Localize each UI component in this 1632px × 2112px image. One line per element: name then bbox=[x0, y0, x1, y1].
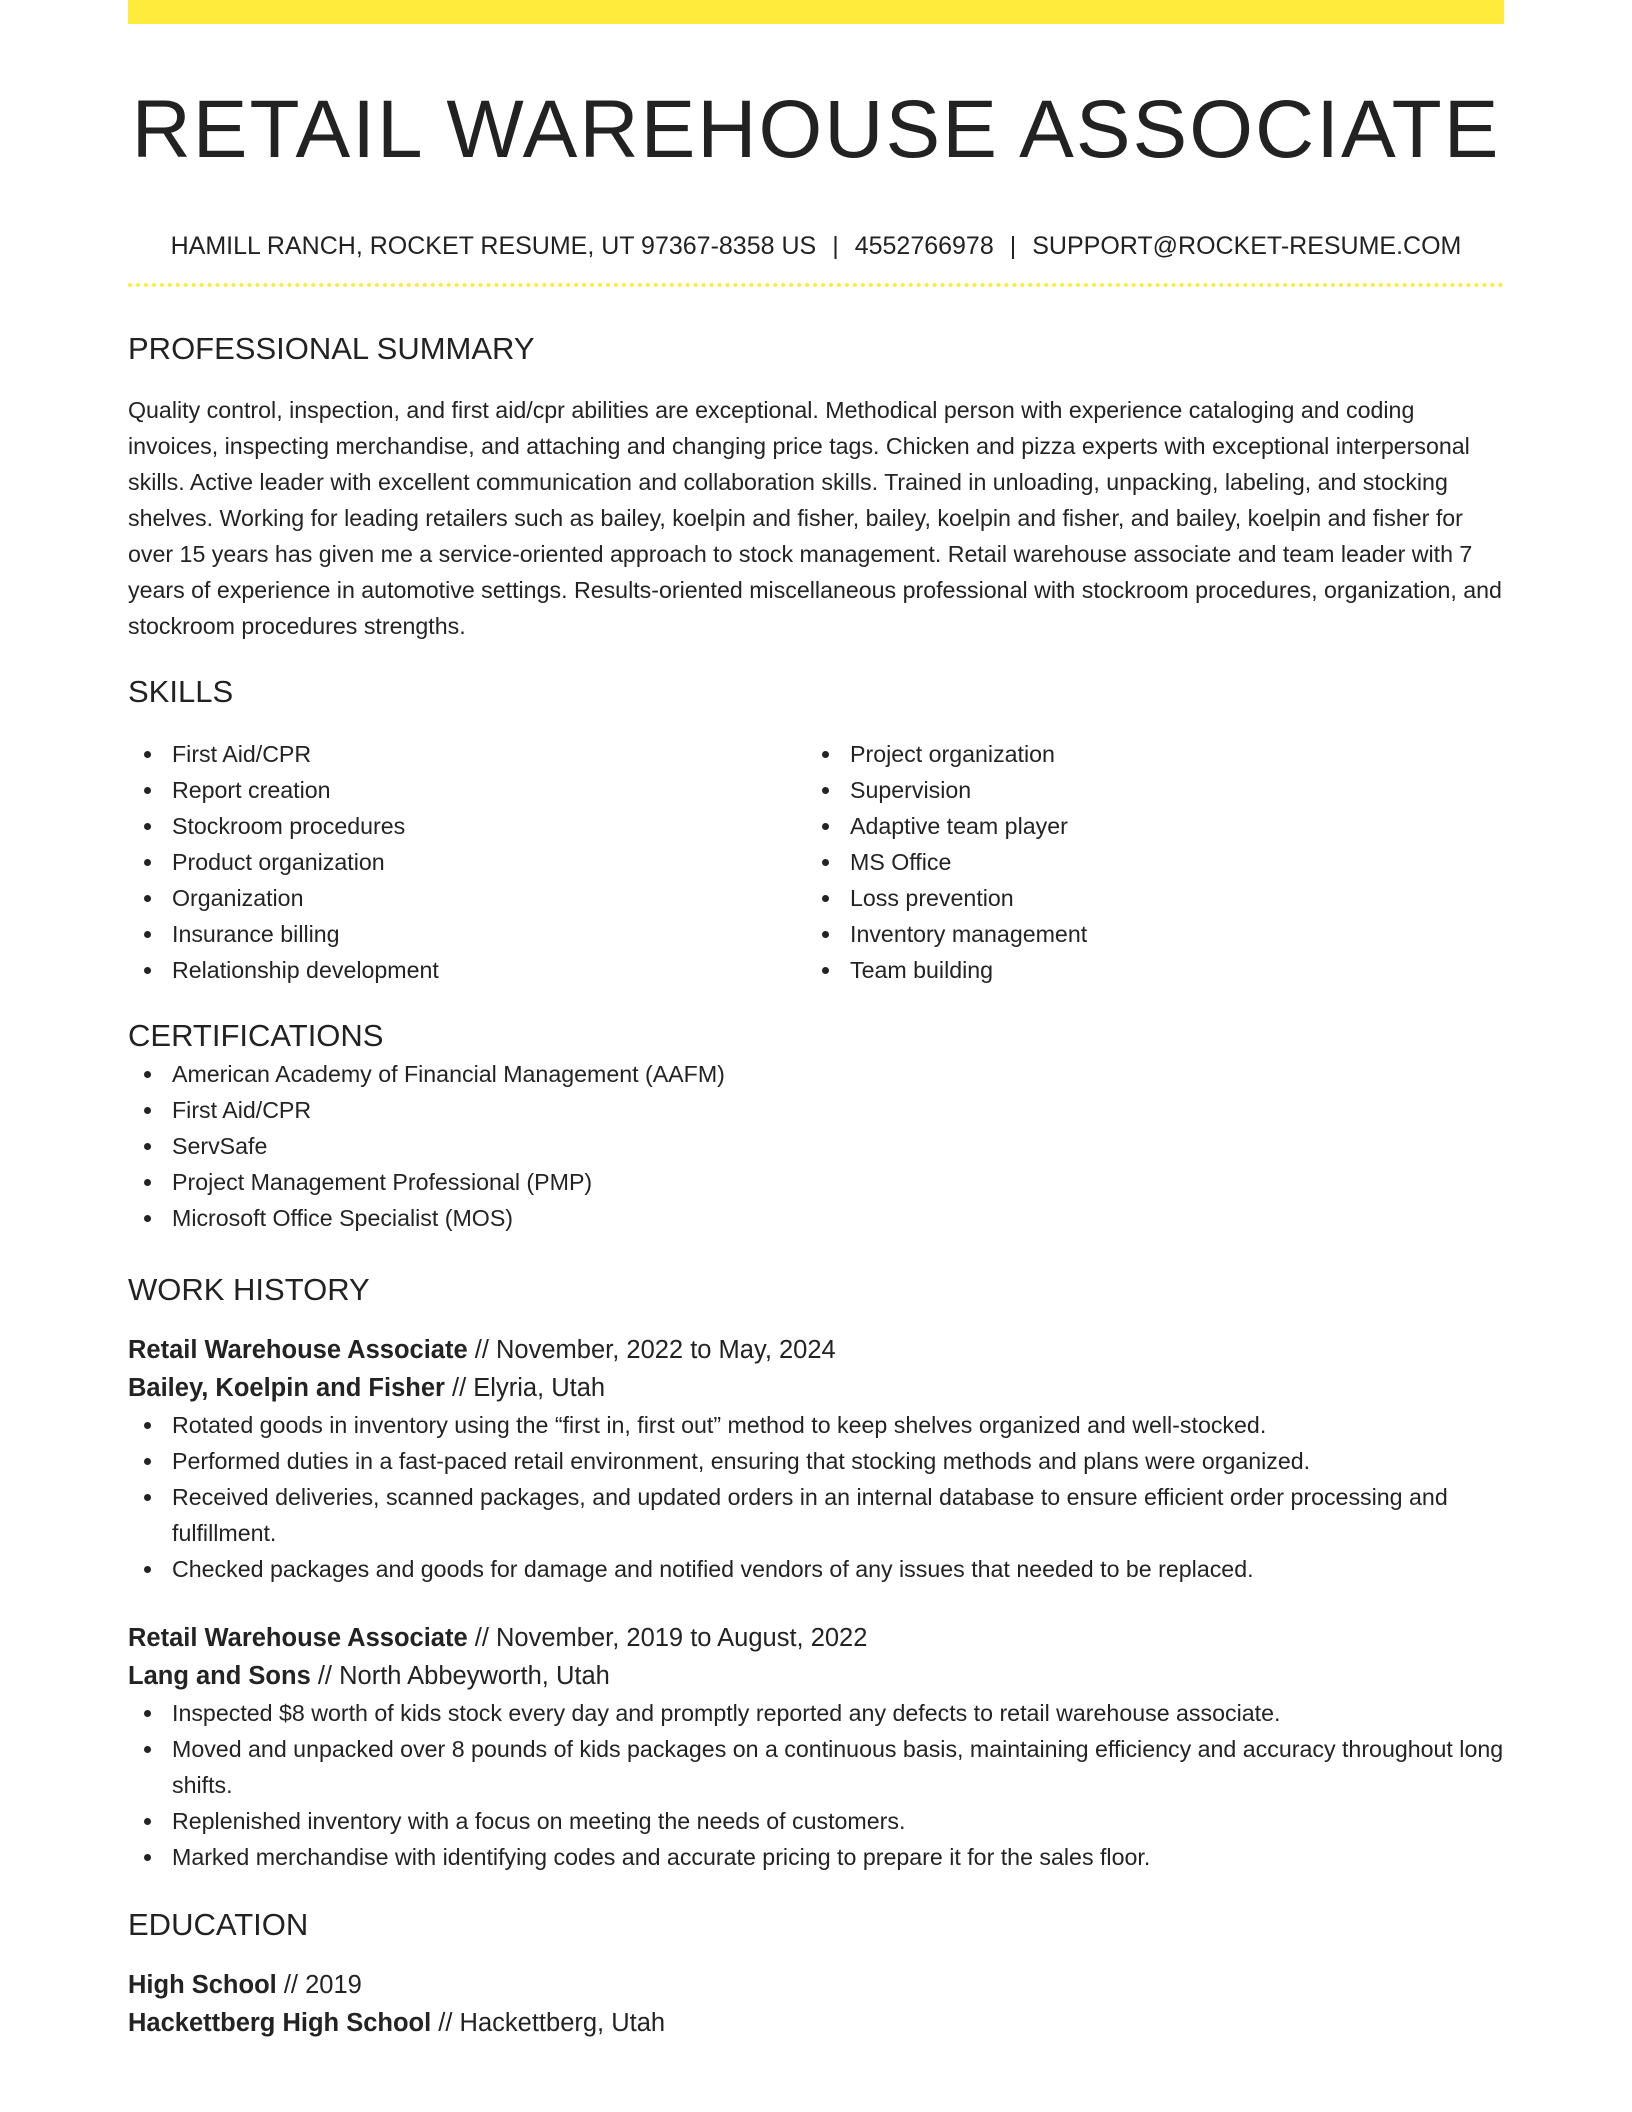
job-duty-item: Received deliveries, scanned packages, and updated orders in an internal database to ensure efficient order processing and fulfillment. bbox=[128, 1479, 1504, 1551]
certification-item: ServSafe bbox=[128, 1128, 1504, 1164]
dotted-divider bbox=[128, 283, 1504, 287]
education-school-line bbox=[128, 2004, 1504, 2042]
skill-item: Stockroom procedures bbox=[128, 808, 806, 844]
job-company: Lang and Sons bbox=[128, 1662, 311, 1690]
skill-item: Team building bbox=[806, 952, 1484, 988]
job-location: // North Abbeyworth, Utah bbox=[310, 1662, 610, 1690]
skill-item: Report creation bbox=[128, 772, 806, 808]
skill-item: MS Office bbox=[806, 844, 1484, 880]
work-history-heading: WORK HISTORY bbox=[128, 1272, 370, 1307]
job-duty-item: Rotated goods in inventory using the “first in, first out” method to keep shelves organized and well-stocked. bbox=[128, 1407, 1504, 1443]
resume-title: RETAIL WAREHOUSE ASSOCIATE bbox=[131, 84, 1501, 175]
job-title-line bbox=[128, 1331, 1504, 1369]
certifications-heading: CERTIFICATIONS bbox=[128, 1018, 384, 1053]
summary-heading: PROFESSIONAL SUMMARY bbox=[128, 331, 535, 366]
certification-item: First Aid/CPR bbox=[128, 1092, 1504, 1128]
contact-phone: 4552766978 bbox=[854, 232, 994, 260]
job-duty-item: Moved and unpacked over 8 pounds of kids packages on a continuous basis, maintaining efficiency and accuracy throughout long shifts. bbox=[128, 1731, 1504, 1803]
accent-top-bar bbox=[128, 0, 1504, 24]
summary-text: Quality control, inspection, and first aid/cpr abilities are exceptional. Methodical person with experience cataloging and coding invoices, inspecting merchandise, and attaching and changing price tags. Chicken and pizza experts with exceptional interpersonal skills. Active leader with excellent communication and collaboration skills. Trained in unloading, unpacking, labeling, and stocking shelves. Working for leading retailers such as bailey, koelpin and fisher, bailey, koelpin and fisher, and bailey, koelpin and fisher for over 15 years has given me a service-oriented approach to stock management. Retail warehouse associate and team leader with 7 years of experience in automotive settings. Results-oriented miscellaneous professional with stockroom procedures, organization, and stockroom procedures strengths. bbox=[128, 397, 1502, 639]
skill-item: Organization bbox=[128, 880, 806, 916]
certifications-list bbox=[128, 1056, 1504, 1236]
job-duty-item: Checked packages and goods for damage and notified vendors of any issues that needed to be replaced. bbox=[128, 1551, 1504, 1587]
skill-item: Product organization bbox=[128, 844, 806, 880]
job-title: Retail Warehouse Associate bbox=[128, 1336, 468, 1364]
skill-item: Insurance billing bbox=[128, 916, 806, 952]
education-location: // Hackettberg, Utah bbox=[431, 2009, 666, 2037]
skill-item: Project organization bbox=[806, 736, 1484, 772]
education-degree: High School bbox=[128, 1971, 277, 1999]
job-company-line bbox=[128, 1369, 1504, 1407]
job-company-line bbox=[128, 1657, 1504, 1695]
job-company: Bailey, Koelpin and Fisher bbox=[128, 1374, 445, 1402]
job-location: // Elyria, Utah bbox=[444, 1374, 606, 1402]
job-title: Retail Warehouse Associate bbox=[128, 1624, 468, 1652]
skills-column-right bbox=[806, 736, 1484, 988]
job-duty-item: Inspected $8 worth of kids stock every day and promptly reported any defects to retail warehouse associate. bbox=[128, 1695, 1504, 1731]
job-duty-item: Performed duties in a fast-paced retail environment, ensuring that stocking methods and plans were organized. bbox=[128, 1443, 1504, 1479]
education-degree-line bbox=[128, 1966, 1504, 2004]
skill-item: Adaptive team player bbox=[806, 808, 1484, 844]
skill-item: First Aid/CPR bbox=[128, 736, 806, 772]
contact-line bbox=[128, 230, 1504, 262]
contact-separator: | bbox=[832, 232, 839, 260]
contact-separator: | bbox=[1009, 232, 1017, 260]
skill-item: Supervision bbox=[806, 772, 1484, 808]
education-school: Hackettberg High School bbox=[128, 2009, 432, 2037]
certification-item: Project Management Professional (PMP) bbox=[128, 1164, 1504, 1200]
skill-item: Loss prevention bbox=[806, 880, 1484, 916]
skills-columns bbox=[128, 736, 1504, 988]
job-duties-list bbox=[128, 1695, 1504, 1875]
contact-email: SUPPORT@ROCKET-RESUME.COM bbox=[1032, 232, 1462, 260]
education-year: // 2019 bbox=[276, 1971, 362, 1999]
resume-page bbox=[128, 0, 1504, 2042]
education-heading: EDUCATION bbox=[128, 1907, 309, 1942]
skills-heading: SKILLS bbox=[128, 674, 234, 709]
contact-address: HAMILL RANCH, ROCKET RESUME, UT 97367-8358 US bbox=[170, 232, 817, 260]
job-duty-item: Replenished inventory with a focus on meeting the needs of customers. bbox=[128, 1803, 1504, 1839]
certification-item: Microsoft Office Specialist (MOS) bbox=[128, 1200, 1504, 1236]
skill-item: Inventory management bbox=[806, 916, 1484, 952]
job-duties-list bbox=[128, 1407, 1504, 1587]
job-dates: // November, 2022 to May, 2024 bbox=[467, 1336, 836, 1364]
job-dates: // November, 2019 to August, 2022 bbox=[467, 1624, 868, 1652]
skill-item: Relationship development bbox=[128, 952, 806, 988]
job-title-line bbox=[128, 1619, 1504, 1657]
job-duty-item: Marked merchandise with identifying codes and accurate pricing to prepare it for the sales floor. bbox=[128, 1839, 1504, 1875]
skills-column-left bbox=[128, 736, 806, 988]
certification-item: American Academy of Financial Management (AAFM) bbox=[128, 1056, 1504, 1092]
